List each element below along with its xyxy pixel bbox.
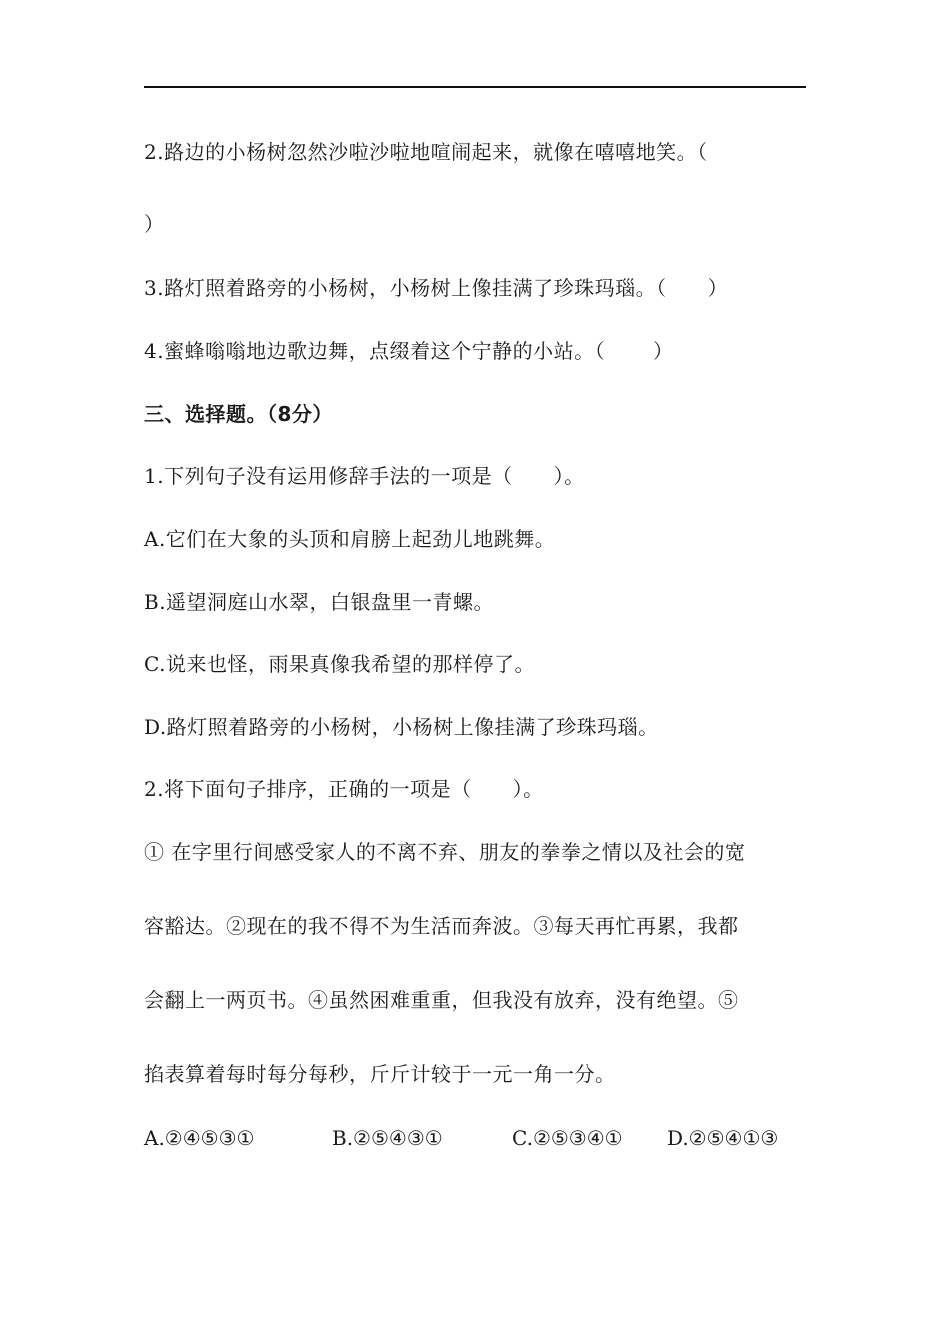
- header-rule: [144, 86, 806, 88]
- passage-line-3: 会翻上一两页书。④虽然困难重重，但我没有放弃，没有绝望。⑤: [144, 988, 739, 1012]
- question-item-3: 3.路灯照着路旁的小杨树，小杨树上像挂满了珍珠玛瑙。（ ）: [144, 276, 729, 300]
- passage-line-2: 容豁达。②现在的我不得不为生活而奔波。③每天再忙再累，我都: [144, 914, 739, 938]
- mc-question-1-option-d: D.路灯照着路旁的小杨树，小杨树上像挂满了珍珠玛瑙。: [144, 715, 659, 739]
- mc-question-1-option-b: B.遥望洞庭山水翠，白银盘里一青螺。: [144, 590, 495, 614]
- mc-question-1-option-c: C.说来也怪，雨果真像我希望的那样停了。: [144, 652, 535, 676]
- section-heading: 三、选择题。（8分）: [144, 402, 333, 426]
- mc-question-2-option-c: C.②⑤③④①: [512, 1126, 623, 1150]
- passage-line-4: 掐表算着每时每分每秒，斤斤计较于一元一角一分。: [144, 1062, 616, 1086]
- question-item-2-continuation: ）: [144, 212, 165, 236]
- question-item-4: 4.蜜蜂嗡嗡地边歌边舞，点缀着这个宁静的小站。（ ）: [144, 339, 674, 363]
- mc-question-2-option-d: D.②⑤④①③: [667, 1126, 779, 1150]
- passage-line-1: ① 在字里行间感受家人的不离不弃、朋友的拳拳之情以及社会的宽: [144, 840, 746, 864]
- mc-question-2-option-a: A.②④⑤③①: [144, 1126, 255, 1150]
- question-item-2: 2.路边的小杨树忽然沙啦沙啦地喧闹起来，就像在嘻嘻地笑。（: [144, 140, 708, 164]
- mc-question-1-stem: 1.下列句子没有运用修辞手法的一项是（ ）。: [144, 464, 585, 488]
- mc-question-2-stem: 2.将下面句子排序，正确的一项是（ ）。: [144, 777, 544, 801]
- mc-question-1-option-a: A.它们在大象的头顶和肩膀上起劲儿地跳舞。: [144, 527, 556, 551]
- mc-question-2-option-b: B.②⑤④③①: [332, 1126, 443, 1150]
